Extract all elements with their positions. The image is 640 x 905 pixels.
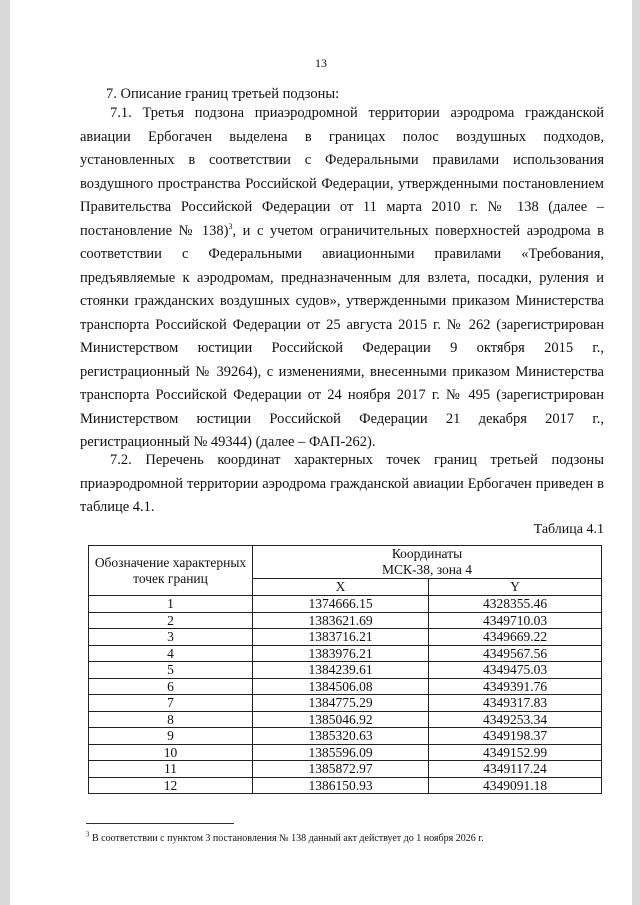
header-coordinates-title: Координаты — [391, 546, 463, 561]
point-number-cell: 8 — [89, 711, 253, 728]
footnote-reference: 3 — [228, 221, 233, 231]
y-coordinate-cell: 4349091.18 — [429, 777, 602, 794]
page-number: 13 — [315, 56, 327, 70]
header-y: Y — [429, 579, 602, 596]
coordinates-table — [88, 545, 602, 794]
x-coordinate-cell: 1383716.21 — [253, 629, 429, 646]
y-coordinate-cell: 4349710.03 — [429, 612, 602, 629]
footnote — [86, 830, 484, 844]
point-number-cell: 4 — [89, 645, 253, 662]
x-coordinate-cell: 1385046.92 — [253, 711, 429, 728]
y-coordinate-cell: 4349567.56 — [429, 645, 602, 662]
y-coordinate-cell: 4349669.22 — [429, 629, 602, 646]
header-points: Обозначение характерных точек границ — [89, 546, 253, 596]
table-header-row — [89, 546, 602, 579]
x-coordinate-cell: 1385872.97 — [253, 761, 429, 778]
table-row — [89, 629, 602, 646]
point-number-cell: 10 — [89, 744, 253, 761]
table-row — [89, 678, 602, 695]
paragraph-7-2: 7.2. Перечень координат характерных точек границ третьей подзоны приаэродромной территории аэродрома гражданской авиации Ербогачен приведен в таблице 4.1. — [80, 452, 604, 515]
table-row — [89, 761, 602, 778]
table-caption: Таблица 4.1 — [533, 522, 604, 537]
y-coordinate-cell: 4349198.37 — [429, 728, 602, 745]
table-row — [89, 645, 602, 662]
header-x: X — [253, 579, 429, 596]
x-coordinate-cell: 1383976.21 — [253, 645, 429, 662]
footnote-divider — [86, 823, 234, 824]
table-row — [89, 777, 602, 794]
table-row — [89, 728, 602, 745]
x-coordinate-cell: 1383621.69 — [253, 612, 429, 629]
y-coordinate-cell: 4349391.76 — [429, 678, 602, 695]
x-coordinate-cell: 1385320.63 — [253, 728, 429, 745]
point-number-cell: 7 — [89, 695, 253, 712]
table-row — [89, 711, 602, 728]
footnote-text: В соответствии с пунктом 3 постановления № 138 данный акт действует до 1 ноября 2026 г. — [92, 833, 484, 844]
y-coordinate-cell: 4349117.24 — [429, 761, 602, 778]
point-number-cell: 6 — [89, 678, 253, 695]
x-coordinate-cell: 1386150.93 — [253, 777, 429, 794]
y-coordinate-cell: 4349317.83 — [429, 695, 602, 712]
table-row — [89, 662, 602, 679]
point-number-cell: 11 — [89, 761, 253, 778]
header-coordinate-system: МСК-38, зона 4 — [381, 562, 473, 577]
y-coordinate-cell: 4349152.99 — [429, 744, 602, 761]
paragraph-7-1-text-end: , и с учетом ограничительных поверхностей аэродрома в соответствии с Федеральными авиационными правилами «Требования, предъявляемые к аэродромам, предназначенным для взлета, посадки, руления и стоянки гражданских воздушных судов», утвержденными приказом Министерства транспорта Российской Федерации от 25 августа 2015 г. № 262 (зарегистрирован Министерством юстиции Российской Федерации 9 октября 2015 г., регистрационный № 39264), с изменениями, внесенными приказом Министерства транспорта Российской Федерации от 24 ноября 2017 г. № 495 (зарегистрирован Министерством юстиции Российской Федерации 21 декабря 2017 г., регистрационный № 49344) (далее – ФАП-262). — [80, 222, 604, 450]
x-coordinate-cell: 1384775.29 — [253, 695, 429, 712]
header-coordinates — [253, 546, 602, 579]
document-page — [10, 0, 632, 905]
paragraph-7-1-text-start: 7.1. Третья подзона приаэродромной территории аэродрома гражданской авиации Ербогачен выделена в границах полос воздушных подходов, установленных в соответствии с Федеральными правилами использования воздушного пространства Российской Федерации, утвержденными постановлением Правительства Российской Федерации от 11 марта 2010 г. № 138 (далее – постановление № 138) — [80, 105, 604, 239]
y-coordinate-cell: 4349253.34 — [429, 711, 602, 728]
x-coordinate-cell: 1384506.08 — [253, 678, 429, 695]
table-row — [89, 596, 602, 613]
footnote-marker: 3 — [86, 830, 90, 839]
x-coordinate-cell: 1384239.61 — [253, 662, 429, 679]
section-heading: 7. Описание границ третьей подзоны: — [106, 86, 340, 102]
y-coordinate-cell: 4349475.03 — [429, 662, 602, 679]
point-number-cell: 3 — [89, 629, 253, 646]
x-coordinate-cell: 1374666.15 — [253, 596, 429, 613]
point-number-cell: 2 — [89, 612, 253, 629]
table-row — [89, 744, 602, 761]
y-coordinate-cell: 4328355.46 — [429, 596, 602, 613]
table-row — [89, 695, 602, 712]
point-number-cell: 9 — [89, 728, 253, 745]
table-row — [89, 612, 602, 629]
point-number-cell: 1 — [89, 596, 253, 613]
point-number-cell: 12 — [89, 777, 253, 794]
paragraph-7-1 — [80, 102, 604, 455]
x-coordinate-cell: 1385596.09 — [253, 744, 429, 761]
point-number-cell: 5 — [89, 662, 253, 679]
